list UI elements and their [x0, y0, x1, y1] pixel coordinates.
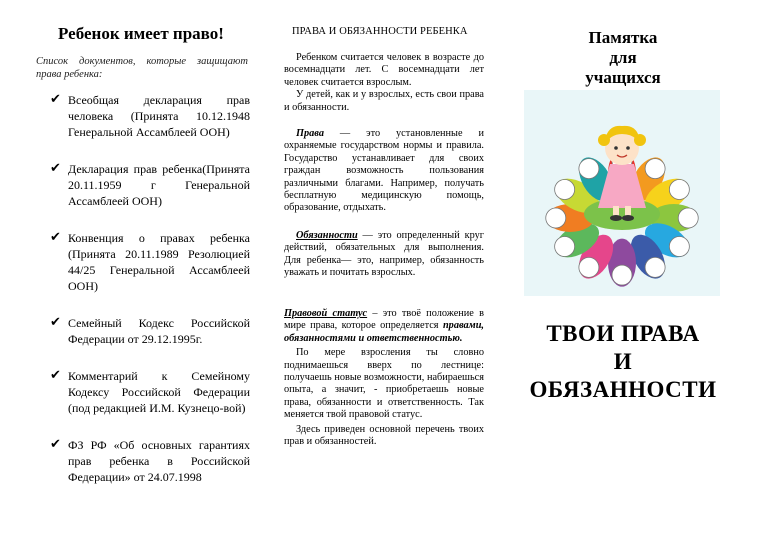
intro-paragraphs [284, 52, 484, 114]
memo-line-3: учащихся [585, 68, 661, 87]
rights-term: Права [296, 128, 324, 139]
document-text: ФЗ РФ «Об основных гарантиях прав ребенка в Российской Федерации» от 24.07.1998 [68, 438, 250, 484]
document-list-item [50, 161, 250, 209]
rights-definition [284, 128, 484, 215]
title-line-1: ТВОИ ПРАВА [546, 321, 700, 346]
duties-text: — это определенный круг действий, обязательных для выполнения. Для ребенка— это, например, обязанность уважать и почитать взрослых. [284, 230, 484, 279]
document-list-item [50, 230, 250, 294]
child-has-right-title: Ребенок имеет право! [58, 24, 224, 43]
rights-icon-disc [555, 179, 575, 199]
document-text: Декларация прав ребенка(Принята 20.11.1959 г Генеральной Ассамблеей ООН) [68, 162, 250, 208]
documents-intro: Список документов, которые защищают права ребенка: [36, 56, 248, 80]
checkmark-icon: ✔ [50, 92, 61, 107]
rights-icon-disc [612, 265, 632, 285]
document-text: Конвенция о правах ребенка (Принята 20.11.1989 Резолюцией 44/25 Генеральной Ассамблеей ООН) [68, 231, 250, 293]
rights-icon-disc [645, 257, 665, 277]
girl-on-flower-illustration [524, 90, 720, 296]
memo-line-1: Памятка [588, 28, 658, 47]
title-line-3: ОБЯЗАННОСТИ [529, 377, 717, 402]
rights-icon-disc [579, 257, 599, 277]
checkmark-icon: ✔ [50, 161, 61, 176]
checkmark-icon: ✔ [50, 437, 61, 452]
rights-text: — это установленные и охраняемые государством нормы и правила. Государство устанавливает для своих граждан возможность пользования различными благами. Например, получать бесплатную медицинскую помощь, образование, отдыхать. [284, 128, 484, 214]
memo-line-2: для [609, 48, 637, 67]
rights-icon-disc [546, 208, 566, 228]
duties-term: Обязанности [296, 230, 358, 241]
documents-list [50, 92, 250, 506]
rights-icon-disc [669, 179, 689, 199]
child-definition-paragraph: Ребенком считается человек в возрасте до восемнадцати лет. С восемнадцати лет человек считается взрослым. [284, 52, 484, 88]
legal-status-definition [284, 308, 484, 448]
status-term: Правовой статус [284, 308, 368, 319]
document-list-item [50, 315, 250, 347]
title-line-2: И [613, 349, 633, 374]
status-bold-text: правами, обязанностями и ответственностью. [284, 320, 484, 344]
duties-definition [284, 230, 484, 280]
checkmark-icon: ✔ [50, 315, 61, 330]
checkmark-icon: ✔ [50, 230, 61, 245]
document-list-item [50, 368, 250, 416]
document-text: Всеобщая декларация прав человека (Принята 10.12.1948 Генеральной Ассамблеей ООН) [68, 93, 250, 139]
status-text: – это твоё положение в мире права, которое определяется [284, 308, 484, 332]
list-intro-paragraph: Здесь приведен основной перечень твоих прав и обязанностей. [284, 423, 484, 448]
document-list-item [50, 92, 250, 140]
rights-icon-disc [579, 159, 599, 179]
memo-heading [516, 28, 730, 88]
checkmark-icon: ✔ [50, 368, 61, 383]
rights-icon-disc [555, 237, 575, 257]
rights-duties-paragraph: У детей, как и у взрослых, есть свои права и обязанности. [284, 89, 484, 113]
rights-icon-disc [678, 208, 698, 228]
main-title [516, 320, 730, 404]
growth-paragraph: По мере взросления ты словно поднимаешься вверх по лестнице: получаешь новые возможности, набираешься опыта, а значит, - приобретаешь новые права, обязанности и ответственность. Так меняется твой правовой статус. [284, 347, 484, 421]
rights-icon-disc [645, 159, 665, 179]
rights-icon-disc [669, 237, 689, 257]
document-list-item [50, 437, 250, 485]
section-heading: ПРАВА И ОБЯЗАННОСТИ РЕБЕНКА [292, 26, 468, 37]
document-text: Комментарий к Семейному Кодексу Российской Федерации (под редакцией И.М. Кузнецо-вой) [68, 369, 250, 415]
document-text: Семейный Кодекс Российской Федерации от 29.12.1995г. [68, 316, 250, 346]
